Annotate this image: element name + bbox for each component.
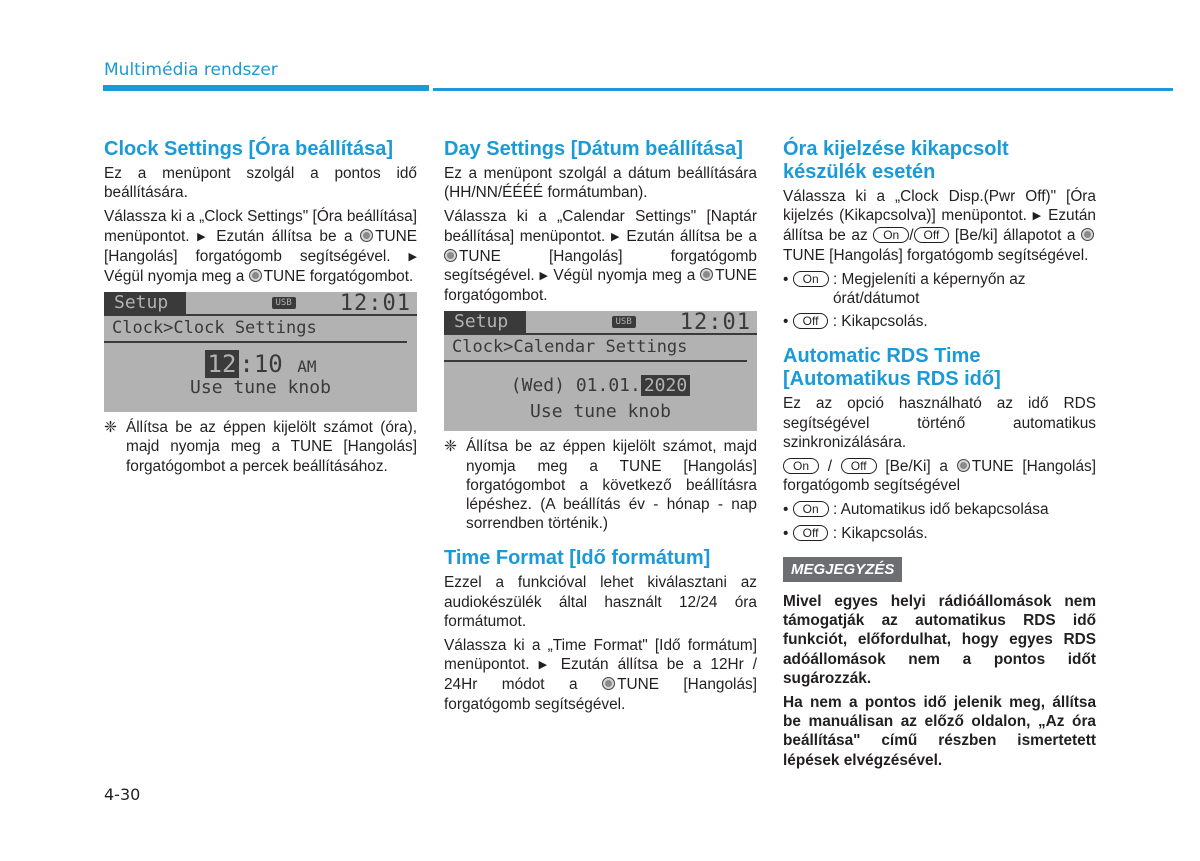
note-symbol-icon: ❈ bbox=[104, 419, 117, 437]
screen-setup-label: Setup bbox=[444, 311, 526, 333]
screen-setup-label: Setup bbox=[104, 292, 186, 314]
day-settings-steps: Válassza ki a „Calendar Settings" [Naptár beállítása] menüpontot. ▶ Ezután állítsa be a TUNE [Hangolás] forgatógomb segítségével. ▶ Végül nyomja meg a TUNE forgatógombot. bbox=[444, 208, 758, 305]
clock-display-heading: Óra kijelzése kikapcsolt készülék esetén bbox=[783, 138, 1009, 183]
tune-knob-icon bbox=[360, 229, 373, 242]
screen-time-value: 12 :10 AM bbox=[104, 355, 417, 376]
clock-settings-heading: Clock Settings [Óra beállítása] bbox=[104, 138, 393, 160]
note-paragraph: Mivel egyes helyi rádióállomások nem támogatják az automatikus RDS idő funkciót, előfordulhat, hogy egyes RDS adóállomások nem a pontos időt sugározzák. bbox=[783, 593, 1096, 687]
screen-path: Clock>Calendar Settings bbox=[444, 335, 747, 362]
note-body bbox=[783, 592, 1096, 770]
screen-hint: Use tune knob bbox=[530, 400, 671, 422]
section-title: Multimédia rendszer bbox=[104, 60, 278, 80]
list-item: • On : Automatikus idő bekapcsolása bbox=[783, 501, 1049, 519]
arrow-right-icon: ▶ bbox=[197, 230, 209, 243]
tune-knob-icon bbox=[602, 677, 615, 690]
on-button-icon: On bbox=[793, 271, 829, 287]
note-paragraph: Ha nem a pontos idő jelenik meg, állítsa be manuálisan az előző oldalon, „Az óra beállítása" című részben ismertetett lépések elvégzésével. bbox=[783, 694, 1096, 769]
time-format-intro: Ezzel a funkcióval lehet kiválasztani az audiokészülék által használt 12/24 óra formátumot. bbox=[444, 574, 757, 630]
arrow-right-icon: ▶ bbox=[538, 659, 552, 672]
column-clock-display bbox=[783, 138, 1096, 775]
time-format-heading: Time Format [Idő formátum] bbox=[444, 547, 711, 570]
time-format-steps: Válassza ki a „Time Format" [Idő formátum] menüpontot. ▶ Ezután állítsa be a 12Hr / 24Hr módot a TUNE [Hangolás] forgatógomb segítségével. bbox=[444, 637, 757, 713]
column-day-settings bbox=[444, 138, 757, 719]
rds-time-intro: Ez az opció használható az idő RDS segítségével történő automatikus szinkronizálására. bbox=[783, 395, 1096, 451]
clock-display-steps: Válassza ki a „Clock Disp.(Pwr Off)" [Óra kijelzés (Kikapcsolva)] menüpontot. ▶ Ezután állítsa be az On / Off [Be/ki] állapotot a TUNE [Hangolás] forgatógomb segítségével. bbox=[783, 188, 1096, 264]
off-button-icon: Off bbox=[841, 458, 877, 474]
usb-badge: USB bbox=[272, 297, 296, 309]
clock-settings-note: ❈ Állítsa be az éppen kijelölt számot (óra), majd nyomja meg a TUNE [Hangolás] forgatógombot a percek beállításához. bbox=[104, 419, 417, 475]
day-settings-screen bbox=[444, 311, 757, 431]
list-item: • Off : Kikapcsolás. bbox=[783, 524, 928, 542]
arrow-right-icon: ▶ bbox=[539, 270, 549, 283]
list-item: • On : Megjeleníti a képernyőn az órát/dátumot bbox=[783, 270, 1026, 308]
off-button-icon: Off bbox=[793, 313, 829, 329]
day-settings-note: ❈ Állítsa be az éppen kijelölt számot, majd nyomja meg a TUNE [Hangolás] forgatógombot a következő beállításra lépéshez. (A beállítás év - hónap - nap sorrendben történik.) bbox=[444, 438, 757, 533]
note-symbol-icon: ❈ bbox=[444, 438, 457, 456]
header-rule-thick bbox=[103, 85, 429, 91]
arrow-right-icon: ▶ bbox=[408, 250, 417, 263]
tune-knob-icon bbox=[700, 268, 713, 281]
on-button-icon: On bbox=[783, 458, 819, 474]
clock-settings-screen bbox=[104, 292, 417, 412]
clock-settings-intro: Ez a menüpont szolgál a pontos idő beállítására. bbox=[104, 165, 417, 202]
rds-time-steps: On / Off [Be/Ki] a TUNE [Hangolás] forgatógomb segítségével bbox=[783, 458, 1096, 495]
day-settings-heading: Day Settings [Dátum beállítása] bbox=[444, 138, 743, 160]
column-clock-settings bbox=[104, 138, 417, 481]
rds-time-heading: Automatic RDS Time [Automatikus RDS idő] bbox=[783, 345, 1001, 391]
off-button-icon: Off bbox=[793, 525, 829, 541]
note-tag: MEGJEGYZÉS bbox=[783, 557, 902, 582]
list-item: • Off : Kikapcsolás. bbox=[783, 313, 928, 331]
day-settings-intro: Ez a menüpont szolgál a dátum beállítására (HH/NN/ÉÉÉÉ formátumban). bbox=[444, 165, 757, 202]
arrow-right-icon: ▶ bbox=[1032, 210, 1043, 223]
clock-settings-steps: Válassza ki a „Clock Settings" [Óra beállítása] menüpontot. ▶ Ezután állítsa be a TUNE [Hangolás] forgatógomb segítségével. ▶ Végül nyomja meg a TUNE forgatógombot. bbox=[104, 208, 417, 286]
tune-knob-icon bbox=[957, 459, 970, 472]
arrow-right-icon: ▶ bbox=[610, 230, 621, 243]
on-button-icon: On bbox=[793, 501, 829, 517]
screen-path: Clock>Clock Settings bbox=[104, 316, 407, 343]
usb-badge: USB bbox=[612, 316, 636, 328]
tune-knob-icon bbox=[444, 249, 457, 262]
header-rule-thin bbox=[433, 88, 1173, 91]
screen-hint: Use tune knob bbox=[190, 377, 331, 399]
tune-knob-icon bbox=[1081, 228, 1094, 241]
tune-knob-icon bbox=[249, 269, 262, 282]
screen-clock: 12:01 bbox=[679, 309, 751, 335]
page-number: 4-30 bbox=[104, 785, 141, 804]
screen-date-value: (Wed) 01.01. 2020 bbox=[444, 376, 757, 395]
on-button-icon: On bbox=[873, 227, 909, 243]
off-button-icon: Off bbox=[914, 227, 950, 243]
screen-clock: 12:01 bbox=[339, 290, 411, 316]
